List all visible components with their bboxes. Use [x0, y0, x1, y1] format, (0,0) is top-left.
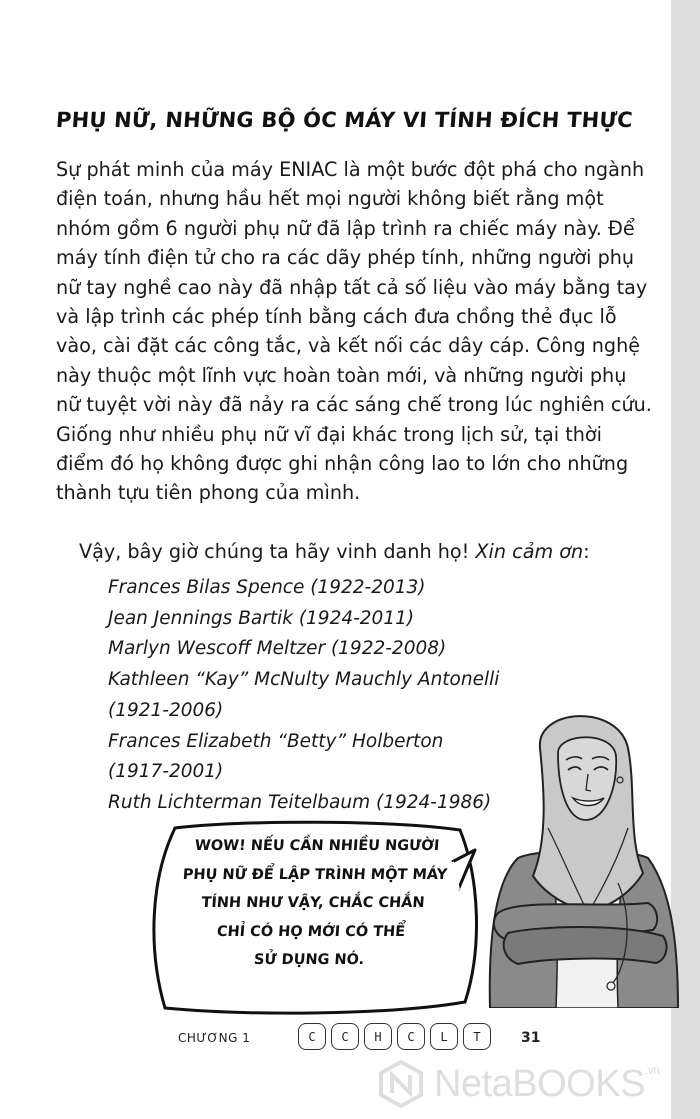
honoree-name: Frances Bilas Spence (1922-2013) — [108, 577, 426, 598]
speech-bubble-text — [158, 832, 468, 975]
watermark-brand: NetaBOOKS — [434, 1062, 645, 1105]
footer-letter-box: L — [430, 1023, 458, 1050]
honoree-name: Jean Jennings Bartik (1924-2011) — [108, 607, 415, 629]
footer-letter-box: C — [298, 1023, 326, 1050]
body-line: Sự phát minh của máy ENIAC là một bước đột phá cho ngành — [56, 158, 645, 181]
page-number: 31 — [521, 1030, 541, 1046]
honoree-dates: (1917-2001) — [108, 761, 224, 783]
honoree-dates: (1921-2006) — [108, 699, 224, 721]
body-line: vào, cài đặt các công tắc, và kết nối các dây cáp. Công nghệ — [56, 334, 641, 358]
thanks-text: Vậy, bây giờ chúng ta hãy vinh danh họ! — [79, 540, 476, 563]
body-line: này thuộc một lĩnh vực hoàn toàn mới, và những người phụ — [56, 363, 627, 387]
speech-line: SỬ DỤNG NÓ. — [253, 952, 365, 968]
body-line: điểm đó họ không được ghi nhận công lao to lớn cho những — [56, 452, 629, 476]
watermark-suffix: .vn — [644, 1062, 660, 1077]
footer-letter-box: T — [463, 1023, 491, 1050]
honoree-name: Frances Elizabeth “Betty” Holberton — [108, 730, 444, 752]
speech-line: WOW! NẾU CẦN NHIỀU NGƯỜI — [194, 838, 440, 854]
footer-letter-box: C — [397, 1023, 425, 1050]
body-line: nữ tuyệt vời này đã nảy ra các sáng chế trong lúc nghiên cứu. — [56, 393, 652, 417]
thanks-suffix: : — [583, 540, 590, 563]
body-line: thành tựu tiên phong của mình. — [56, 481, 361, 505]
honoree-name: Marlyn Wescoff Meltzer (1922-2008) — [108, 638, 447, 660]
thanks-italic: Xin cảm ơn — [475, 540, 584, 563]
speech-line: CHỈ CÓ HỌ MỚI CÓ THỂ — [216, 923, 406, 940]
thanks-line — [79, 537, 639, 566]
footer-letter-box: C — [331, 1023, 359, 1050]
footer-letter-boxes — [298, 1023, 491, 1050]
body-paragraph — [56, 155, 652, 508]
footer-letter-box: H — [364, 1023, 392, 1050]
body-line: điện toán, nhưng hầu hết mọi người không biết rằng một — [56, 187, 604, 211]
honoree-name: Ruth Lichterman Teitelbaum (1924-1986) — [108, 791, 492, 813]
watermark-logo-icon — [376, 1059, 426, 1109]
body-line: máy tính điện tử cho ra các dãy phép tính, những người phụ — [56, 246, 635, 270]
watermark — [376, 1058, 696, 1110]
footer-chapter-label: CHƯƠNG 1 — [178, 1031, 251, 1045]
body-line: và lập trình các phép tính bằng cách đưa chồng thẻ đục lỗ — [56, 305, 617, 329]
section-heading: PHỤ NỮ, NHỮNG BỘ ÓC MÁY VI TÍNH ĐÍCH THỰC — [55, 108, 634, 132]
body-line: nữ tay nghề cao này đã nhập tất cả số liệu vào máy bằng tay — [56, 275, 648, 299]
body-line: nhóm gồm 6 người phụ nữ đã lập trình ra chiếc máy này. Để — [56, 216, 635, 240]
honoree-name: Kathleen “Kay” McNulty Mauchly Antonelli — [108, 669, 500, 691]
watermark-text — [434, 1063, 659, 1106]
hijab-girl-illustration — [478, 708, 683, 1008]
speech-line: PHỤ NỮ ĐỂ LẬP TRÌNH MỘT MÁY — [182, 866, 448, 883]
speech-line: TÍNH NHƯ VẬY, CHẮC CHẮN — [200, 895, 426, 911]
body-line: Giống như nhiều phụ nữ vĩ đại khác trong lịch sử, tại thời — [56, 422, 602, 446]
